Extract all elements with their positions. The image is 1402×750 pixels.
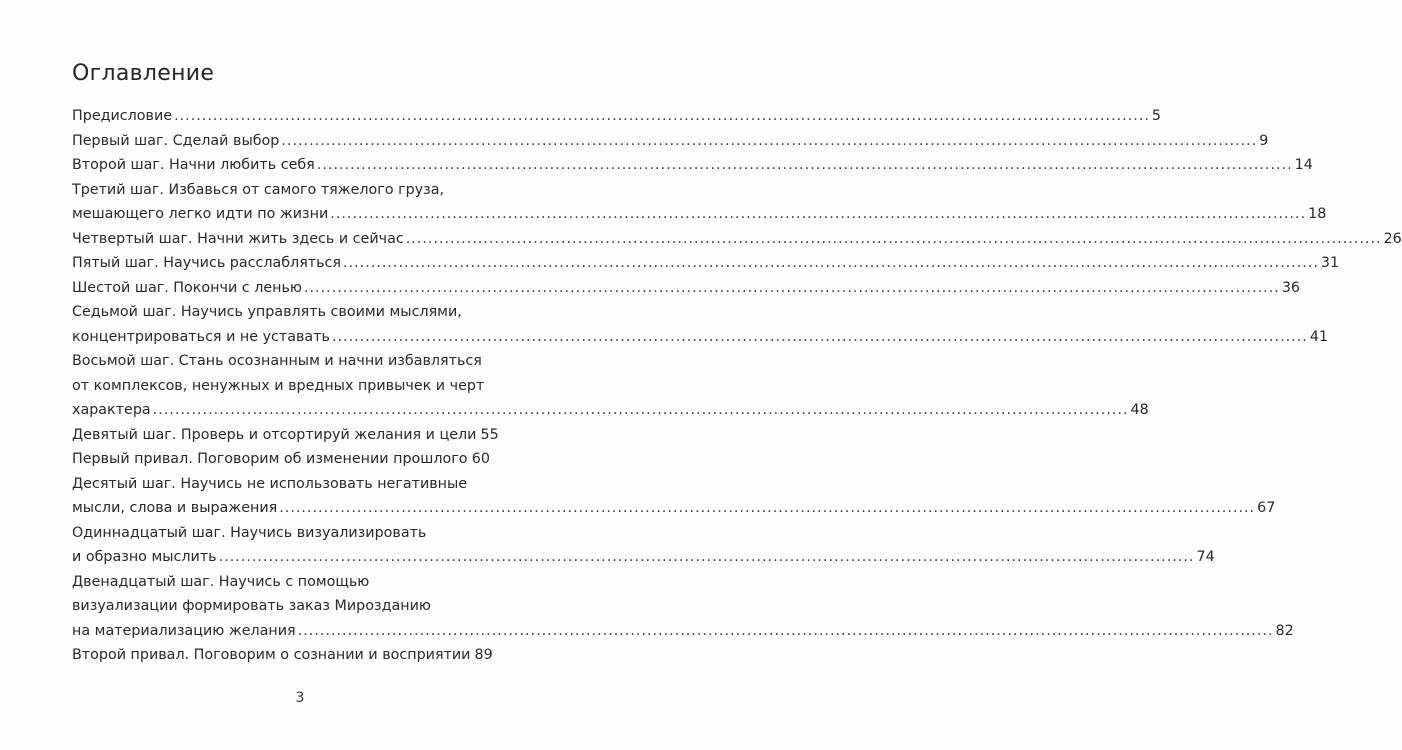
toc-entry-page: 18 xyxy=(1308,206,1327,222)
toc-entry-line xyxy=(72,153,1313,178)
toc-entry-page: 26 xyxy=(1383,230,1402,247)
toc-entry-title: на материализацию желания xyxy=(72,622,296,639)
toc-entry-title: мысли, слова и выражения xyxy=(72,500,278,516)
toc-entry-line xyxy=(72,423,499,448)
dot-leader xyxy=(298,619,1274,644)
toc-entry xyxy=(72,521,1215,570)
toc-entry xyxy=(72,251,1340,276)
toc-entry xyxy=(72,129,1269,154)
toc-entry-title: Девятый шаг. Проверь и отсортируй желания и цели xyxy=(72,426,477,443)
toc-entry-title: характера xyxy=(72,402,151,418)
toc-entry-title: Предисловие xyxy=(72,108,173,124)
toc-entry-line xyxy=(72,398,1149,423)
toc-entry-page: 60 xyxy=(471,451,490,467)
toc-entry xyxy=(72,447,490,472)
toc-entry-title: концентрироваться и не уставать xyxy=(72,328,330,345)
toc-entry-page: 67 xyxy=(1257,500,1276,516)
dot-leader xyxy=(406,227,1382,252)
toc-entry-line xyxy=(72,202,1327,227)
toc-entry-page: 36 xyxy=(1281,279,1301,296)
toc-entry-line: Одиннадцатый шаг. Научись визуализировать xyxy=(72,524,427,541)
toc-entry xyxy=(72,300,1329,349)
table-of-contents xyxy=(72,104,1402,668)
toc-entry-line xyxy=(72,496,1276,521)
dot-leader xyxy=(317,153,1293,178)
dot-leader xyxy=(330,202,1306,227)
toc-entry-page: 55 xyxy=(480,426,499,443)
dot-leader xyxy=(304,276,1280,301)
toc-entry-line xyxy=(72,276,1301,301)
toc-entry-title: Второй шаг. Начни любить себя xyxy=(72,157,315,173)
toc-entry xyxy=(72,178,1327,227)
dot-leader xyxy=(281,129,1257,154)
toc-entry-page: 14 xyxy=(1294,157,1313,173)
toc-entry xyxy=(72,570,1294,644)
page-title: Оглавление xyxy=(72,61,215,86)
toc-entry-title: и образно мыслить xyxy=(72,549,217,565)
toc-entry-title: Первый привал. Поговорим об изменении прошлого xyxy=(72,451,468,467)
toc-entry-line: Десятый шаг. Научись не использовать негативные xyxy=(72,475,468,492)
toc-entry-line xyxy=(72,129,1269,154)
toc-entry-line: Восьмой шаг. Стань осознанным и начни избавляться xyxy=(72,353,482,369)
toc-entry-line xyxy=(72,104,1162,129)
toc-entry xyxy=(72,349,1149,423)
toc-entry xyxy=(72,643,493,668)
toc-entry-line xyxy=(72,447,490,472)
toc-entry-line: от комплексов, ненужных и вредных привычек и черт xyxy=(72,377,485,394)
toc-entry-line: Третий шаг. Избавься от самого тяжелого груза, xyxy=(72,181,445,198)
toc-entry-title: Шестой шаг. Покончи с ленью xyxy=(72,279,302,296)
toc-entry xyxy=(72,227,1402,252)
toc-entry-title: Четвертый шаг. Начни жить здесь и сейчас xyxy=(72,230,404,247)
toc-entry xyxy=(72,472,1276,521)
toc-entry-page: 31 xyxy=(1320,255,1340,271)
toc-entry-line xyxy=(72,643,493,668)
toc-entry xyxy=(72,423,499,448)
toc-entry-line xyxy=(72,619,1294,644)
dot-leader xyxy=(153,398,1129,423)
toc-entry-page: 89 xyxy=(474,647,493,663)
toc-entry-title: Пятый шаг. Научись расслабляться xyxy=(72,255,342,271)
toc-entry xyxy=(72,104,1162,129)
toc-entry-page: 5 xyxy=(1151,108,1162,124)
toc-entry xyxy=(72,153,1313,178)
toc-entry-page: 48 xyxy=(1130,402,1149,418)
page-number: 3 xyxy=(295,690,305,706)
toc-entry-line xyxy=(72,227,1402,252)
dot-leader xyxy=(343,251,1319,276)
toc-entry-title: Первый шаг. Сделай выбор xyxy=(72,132,280,149)
toc-entry-line: Двенадцатый шаг. Научись с помощью xyxy=(72,573,370,590)
toc-entry-line xyxy=(72,251,1340,276)
dot-leader xyxy=(279,496,1255,521)
dot-leader xyxy=(332,325,1308,350)
dot-leader xyxy=(219,545,1195,570)
toc-entry xyxy=(72,276,1301,301)
toc-entry-line xyxy=(72,545,1215,570)
toc-entry-line xyxy=(72,325,1329,350)
toc-entry-line: Седьмой шаг. Научись управлять своими мыслями, xyxy=(72,304,462,320)
toc-entry-title: мешающего легко идти по жизни xyxy=(72,206,329,222)
toc-entry-page: 82 xyxy=(1275,622,1294,639)
toc-entry-line: визуализации формировать заказ Мирозданию xyxy=(72,598,431,614)
dot-leader xyxy=(174,104,1150,129)
toc-entry-page: 74 xyxy=(1196,549,1215,565)
toc-entry-page: 9 xyxy=(1259,132,1269,149)
toc-entry-page: 41 xyxy=(1309,328,1329,345)
toc-entry-title: Второй привал. Поговорим о сознании и восприятии xyxy=(72,647,471,663)
